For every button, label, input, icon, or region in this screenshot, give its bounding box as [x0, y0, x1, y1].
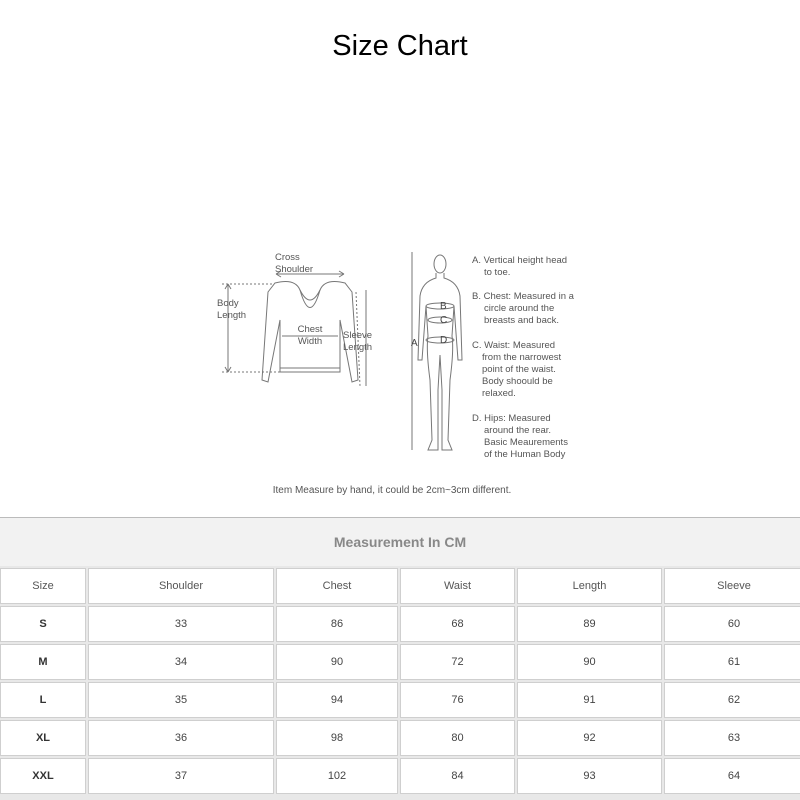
table-cell: 80: [400, 720, 515, 756]
table-cell: 60: [664, 606, 800, 642]
marker-c: C: [440, 315, 448, 326]
table-row: [0, 682, 800, 718]
table-header-row: [0, 568, 800, 604]
table-cell: 102: [276, 758, 398, 794]
column-header: Chest: [276, 568, 398, 604]
table-cell: 76: [400, 682, 515, 718]
column-header: Length: [517, 568, 662, 604]
table-cell: 64: [664, 758, 800, 794]
size-cell: XL: [0, 720, 86, 756]
table-cell: 84: [400, 758, 515, 794]
marker-a: A: [411, 338, 418, 349]
size-cell: L: [0, 682, 86, 718]
table-cell: 62: [664, 682, 800, 718]
size-cell: XXL: [0, 758, 86, 794]
marker-b: B: [440, 301, 447, 312]
size-table: [0, 566, 800, 796]
column-header: Sleeve: [664, 568, 800, 604]
table-cell: 36: [88, 720, 274, 756]
table-cell: 35: [88, 682, 274, 718]
table-cell: 86: [276, 606, 398, 642]
measure-note: Item Measure by hand, it could be 2cm~3cm different.: [272, 485, 512, 496]
chest-width-label: Chest Width: [297, 324, 323, 347]
table-heading: Measurement In CM: [0, 517, 800, 566]
column-header: Size: [0, 568, 86, 604]
table-row: [0, 720, 800, 756]
size-cell: S: [0, 606, 86, 642]
legend-a: A. Vertical height head to toe.: [472, 255, 568, 278]
table-cell: 37: [88, 758, 274, 794]
table-cell: 72: [400, 644, 515, 680]
table-row: [0, 606, 800, 642]
table-cell: 89: [517, 606, 662, 642]
column-header: Waist: [400, 568, 515, 604]
sleeve-length-label: Sleeve Length: [343, 330, 373, 353]
table-row: [0, 644, 800, 680]
table-cell: 61: [664, 644, 800, 680]
legend-b: B. Chest: Measured in a circle around the breasts and back.: [472, 291, 574, 326]
table-cell: 33: [88, 606, 274, 642]
page-title: Size Chart: [332, 30, 468, 62]
legend-d: D. Hips: Measured around the rear. Basic Meaurements of the Human Body: [472, 413, 568, 460]
body-length-label: Body Length: [217, 298, 247, 321]
table-cell: 98: [276, 720, 398, 756]
table-cell: 91: [517, 682, 662, 718]
table-cell: 63: [664, 720, 800, 756]
legend-c: C. Waist: Measured from the narrowest point of the waist. Body shoould be relaxed.: [472, 340, 562, 399]
table-row: [0, 758, 800, 794]
size-table-container: [0, 517, 800, 800]
body-outline: [418, 273, 462, 450]
table-cell: 94: [276, 682, 398, 718]
table-cell: 93: [517, 758, 662, 794]
table-cell: 68: [400, 606, 515, 642]
marker-d: D: [440, 335, 448, 346]
table-cell: 34: [88, 644, 274, 680]
column-header: Shoulder: [88, 568, 274, 604]
table-cell: 90: [276, 644, 398, 680]
table-cell: 92: [517, 720, 662, 756]
table-cell: 90: [517, 644, 662, 680]
cross-shoulder-label: Cross Shoulder: [275, 252, 314, 275]
size-cell: M: [0, 644, 86, 680]
body-head: [434, 255, 446, 273]
measurement-diagram: [200, 240, 620, 510]
